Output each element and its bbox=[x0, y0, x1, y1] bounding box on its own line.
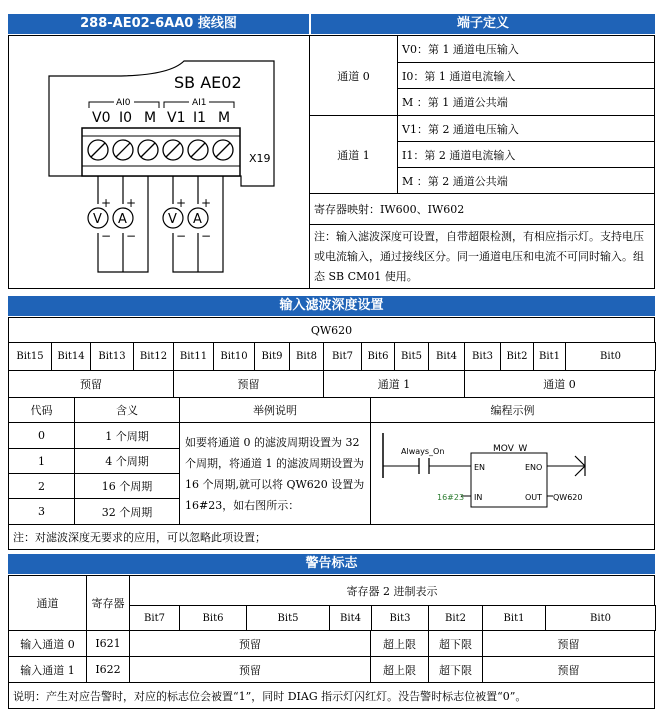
group-reserved-2: 预留 bbox=[173, 370, 324, 398]
col-program: 编程示例 bbox=[370, 397, 655, 423]
pin-i0: I0 bbox=[119, 110, 133, 126]
code-0: 0 bbox=[8, 422, 75, 449]
filter-bit-bit13: Bit13 bbox=[90, 342, 134, 371]
meter-v0: V bbox=[93, 212, 102, 227]
pin-v1: V1 bbox=[167, 110, 186, 126]
svg-text:+: + bbox=[176, 196, 187, 210]
svg-text:+: + bbox=[201, 196, 212, 210]
warn-res1-1: 预留 bbox=[129, 656, 371, 683]
filter-bit-bit2: Bit2 bbox=[500, 342, 534, 371]
filter-bit-bit11: Bit11 bbox=[173, 342, 214, 371]
warning-bit-bit0: Bit0 bbox=[545, 605, 656, 631]
in-label: IN bbox=[474, 493, 483, 502]
group-reserved-1: 预留 bbox=[8, 370, 174, 398]
filter-bit-bit15: Bit15 bbox=[8, 342, 52, 371]
example-text: 如要将通道 0 的滤波周期设置为 32 个周期，将通道 1 的滤波周期设置为16 个周期,就可以将 QW620 设置为 16#23，如右图所示： bbox=[179, 422, 371, 525]
warning-bit-bit4: Bit4 bbox=[329, 605, 372, 631]
warn-res2-1: 预留 bbox=[482, 656, 655, 683]
col-channel: 通道 bbox=[8, 575, 87, 631]
meter-a1: A bbox=[193, 212, 202, 227]
filter-title: 输入滤波深度设置 bbox=[8, 296, 655, 316]
code-3: 3 bbox=[8, 498, 75, 525]
svg-text:+: + bbox=[101, 196, 112, 210]
warning-bit-bit1: Bit1 bbox=[482, 605, 546, 631]
ladder-diagram bbox=[371, 423, 654, 524]
wiring-diagram-panel bbox=[8, 35, 310, 289]
meter-v1: V bbox=[168, 212, 177, 227]
meter-a0: A bbox=[118, 212, 127, 227]
channel0-label: 通道 0 bbox=[309, 35, 398, 116]
block-label: MOV_W bbox=[493, 444, 528, 454]
filter-bit-bit3: Bit3 bbox=[464, 342, 501, 371]
warn-reg0: I621 bbox=[86, 630, 130, 657]
def-v1: V1：第 2 通道电压输入 bbox=[397, 115, 655, 142]
def-v0: V0：第 1 通道电压输入 bbox=[397, 35, 655, 63]
pin-v0: V0 bbox=[92, 110, 111, 126]
group-channel-1: 通道 1 bbox=[323, 370, 465, 398]
top-note: 注：输入滤波深度可设置，自带超限检测，有相应指示灯。支持电压或电流输入，通过接线区分。同一通道电压和电流不可同时输入。组态 SB CM01 使用。 bbox=[309, 224, 655, 289]
def-i0: I0：第 1 通道电流输入 bbox=[397, 62, 655, 89]
svg-text:−: − bbox=[201, 229, 212, 243]
filter-bit-bit5: Bit5 bbox=[394, 342, 429, 371]
channel1-label: 通道 1 bbox=[309, 115, 398, 194]
out-label: OUT bbox=[525, 493, 543, 502]
warn-over-0: 超上限 bbox=[370, 630, 429, 657]
connector-label: X19 bbox=[249, 152, 271, 165]
terminal-title: 端子定义 bbox=[311, 14, 655, 34]
def-m1: M ：第 2 通道公共端 bbox=[397, 167, 655, 194]
wiring-title: 288-AE02-6AA0 接线图 bbox=[8, 14, 309, 34]
filter-bit-bit14: Bit14 bbox=[51, 342, 91, 371]
filter-bit-bit9: Bit9 bbox=[254, 342, 290, 371]
ladder-panel bbox=[370, 422, 655, 525]
filter-bit-bit10: Bit10 bbox=[213, 342, 255, 371]
meaning-2: 16 个周期 bbox=[74, 473, 180, 499]
warning-bit-bit7: Bit7 bbox=[129, 605, 180, 631]
filter-bit-bit12: Bit12 bbox=[133, 342, 174, 371]
filter-bit-bit1: Bit1 bbox=[533, 342, 566, 371]
warn-under-1: 超下限 bbox=[428, 656, 483, 683]
svg-text:+: + bbox=[126, 196, 137, 210]
filter-note: 注：对滤波深度无要求的应用，可以忽略此项设置； bbox=[8, 524, 655, 550]
warning-bit-bit2: Bit2 bbox=[428, 605, 483, 631]
warning-bit-bit6: Bit6 bbox=[179, 605, 247, 631]
en-label: EN bbox=[474, 463, 486, 472]
filter-bit-bit8: Bit8 bbox=[289, 342, 324, 371]
warning-bit-bit3: Bit3 bbox=[371, 605, 429, 631]
ai1-label: AI1 bbox=[192, 98, 207, 108]
ai0-label: AI0 bbox=[116, 98, 131, 108]
pin-i1: I1 bbox=[193, 110, 207, 126]
col-register: 寄存器 bbox=[86, 575, 130, 631]
code-2: 2 bbox=[8, 473, 75, 499]
col-example: 举例说明 bbox=[179, 397, 371, 423]
svg-text:−: − bbox=[126, 229, 137, 243]
filter-bit-bit4: Bit4 bbox=[428, 342, 465, 371]
filter-bit-bit7: Bit7 bbox=[323, 342, 362, 371]
eno-label: ENO bbox=[525, 463, 543, 472]
warning-bit-bit5: Bit5 bbox=[246, 605, 330, 631]
warn-over-1: 超上限 bbox=[370, 656, 429, 683]
warn-reg1: I622 bbox=[86, 656, 130, 683]
group-channel-0: 通道 0 bbox=[464, 370, 655, 398]
warn-ch0: 输入通道 0 bbox=[8, 630, 87, 657]
pin-m1: M bbox=[218, 110, 231, 126]
meaning-0: 1 个周期 bbox=[74, 422, 180, 449]
warn-res1-0: 预留 bbox=[129, 630, 371, 657]
code-1: 1 bbox=[8, 448, 75, 474]
wiring-diagram bbox=[9, 36, 309, 288]
warning-title: 警告标志 bbox=[8, 554, 655, 574]
module-label: SB AE02 bbox=[174, 73, 242, 92]
col-code: 代码 bbox=[8, 397, 75, 423]
in-value: 16#23 bbox=[437, 493, 465, 502]
col-meaning: 含义 bbox=[74, 397, 180, 423]
out-value: QW620 bbox=[553, 493, 583, 502]
warn-under-0: 超下限 bbox=[428, 630, 483, 657]
register-map: 寄存器映射：IW600、IW602 bbox=[309, 193, 655, 225]
svg-text:−: − bbox=[101, 229, 112, 243]
def-m0: M ：第 1 通道公共端 bbox=[397, 88, 655, 116]
filter-word: QW620 bbox=[8, 317, 655, 343]
def-i1: I1：第 2 通道电流输入 bbox=[397, 141, 655, 168]
meaning-3: 32 个周期 bbox=[74, 498, 180, 525]
pin-m0: M bbox=[144, 110, 157, 126]
warn-res2-0: 预留 bbox=[482, 630, 655, 657]
col-binary: 寄存器 2 进制表示 bbox=[129, 575, 655, 606]
svg-text:−: − bbox=[176, 229, 187, 243]
warn-ch1: 输入通道 1 bbox=[8, 656, 87, 683]
filter-bit-bit0: Bit0 bbox=[565, 342, 656, 371]
warning-note: 说明：产生对应告警时，对应的标志位会被置“1”，同时 DIAG 指示灯闪红灯。没告警时标志位被置“0”。 bbox=[8, 682, 655, 709]
meaning-1: 4 个周期 bbox=[74, 448, 180, 474]
filter-bit-bit6: Bit6 bbox=[361, 342, 395, 371]
contact-label: Always_On bbox=[401, 447, 445, 456]
